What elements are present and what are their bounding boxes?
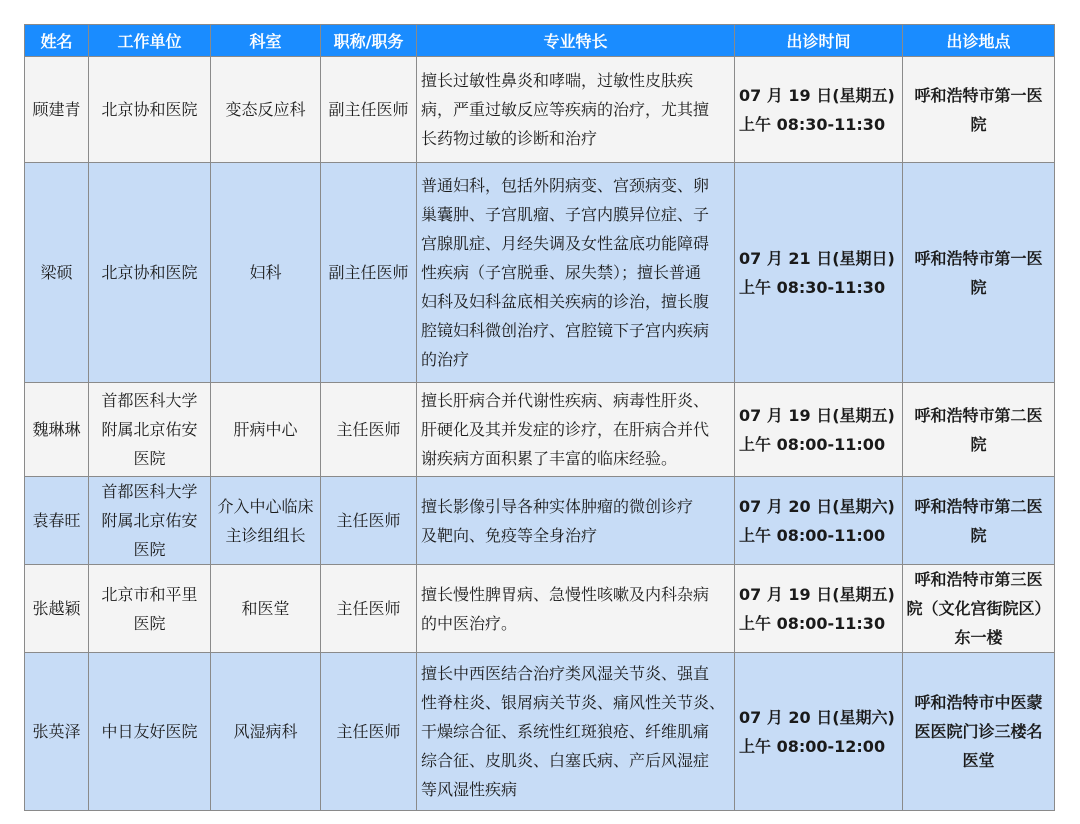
rows.5.specialty-line: 综合征、皮肌炎、白塞氏病、产后风湿症 (421, 751, 710, 770)
cell-time (735, 383, 903, 477)
rows.0.specialty-line: 擅长过敏性鼻炎和哮喘，过敏性皮肤疾 (421, 71, 694, 90)
table-row (25, 477, 1055, 565)
cell-place (903, 163, 1055, 383)
rows.4.unit-line: 医院 (133, 613, 166, 633)
header-dept: 科室 (211, 25, 321, 57)
rows.2.specialty-line: 谢疾病方面积累了丰富的临床经验。 (421, 449, 678, 468)
cell-name: 张英泽 (25, 653, 89, 811)
rows.1.specialty-line: 性疾病（子宫脱垂、尿失禁）；擅长普通 (421, 263, 702, 282)
cell-time-hours: 上午 08:00-11:00 (739, 525, 886, 545)
cell-time-date: 07 月 19 日(星期五) (739, 584, 895, 604)
header-title: 职称/职务 (321, 25, 417, 57)
rows.5.specialty-line: 等风湿性疾病 (421, 780, 518, 799)
rows.4.place-line: 呼和浩特市第三医 (914, 570, 1043, 589)
cell-time-hours: 上午 08:00-12:00 (739, 736, 886, 756)
rows.5.place-line: 医医院门诊三楼名 (914, 722, 1043, 741)
cell-title: 副主任医师 (321, 57, 417, 163)
table-row (25, 383, 1055, 477)
rows.3.specialty-line: 及靶向、免疫等全身治疗 (421, 525, 598, 545)
rows.5.specialty-line: 性脊柱炎、银屑病关节炎、痛风性关节炎、 (421, 693, 726, 712)
rows.0.dept-line: 变态反应科 (225, 100, 306, 119)
rows.0.specialty-line: 病，严重过敏反应等疾病的治疗，尤其擅 (421, 100, 710, 119)
cell-time-date: 07 月 19 日(星期五) (739, 405, 895, 425)
rows.5.specialty-line: 擅长中西医结合治疗类风湿关节炎、强直 (421, 664, 710, 683)
rows.3.dept-line: 主诊组组长 (225, 525, 306, 545)
cell-unit (89, 57, 211, 163)
rows.1.specialty-line: 腔镜妇科微创治疗、宫腔镜下子宫内疾病 (421, 321, 710, 340)
cell-dept (211, 383, 321, 477)
table-row (25, 565, 1055, 653)
header-name: 姓名 (25, 25, 89, 57)
rows.2.unit-line: 首都医科大学 (101, 391, 198, 410)
rows.0.unit-line: 北京协和医院 (101, 100, 198, 119)
header-row (25, 25, 1055, 57)
cell-specialty (417, 163, 735, 383)
rows.1.specialty-line: 普通妇科，包括外阴病变、宫颈病变、卵 (421, 176, 710, 195)
cell-time (735, 653, 903, 811)
rows.5.place-line: 呼和浩特市中医蒙 (914, 693, 1043, 712)
cell-unit (89, 653, 211, 811)
cell-name: 梁硕 (25, 163, 89, 383)
cell-unit (89, 477, 211, 565)
cell-time-hours: 上午 08:30-11:30 (739, 114, 886, 134)
rows.4.specialty-line: 擅长慢性脾胃病、急慢性咳嗽及内科杂病 (421, 584, 710, 604)
rows.3.dept-line: 介入中心临床 (217, 496, 314, 516)
rows.2.dept-line: 肝病中心 (233, 420, 298, 439)
clinic-schedule-table (24, 24, 1055, 811)
cell-title: 主任医师 (321, 565, 417, 653)
cell-time-date: 07 月 20 日(星期六) (739, 496, 895, 516)
cell-unit (89, 383, 211, 477)
rows.2.specialty-line: 肝硬化及其并发症的诊疗，在肝病合并代 (421, 420, 710, 439)
cell-title: 主任医师 (321, 477, 417, 565)
cell-dept (211, 163, 321, 383)
cell-unit (89, 565, 211, 653)
cell-title: 主任医师 (321, 383, 417, 477)
rows.1.place-line: 呼和浩特市第一医 (914, 248, 1043, 268)
rows.2.specialty-line: 擅长肝病合并代谢性疾病、病毒性肝炎、 (421, 391, 710, 410)
cell-place (903, 653, 1055, 811)
rows.5.place-line: 医堂 (962, 751, 995, 770)
cell-place (903, 57, 1055, 163)
rows.4.unit-line: 北京市和平里 (101, 584, 198, 604)
rows.4.place-line: 院（文化宫街院区） (906, 599, 1051, 618)
cell-title: 副主任医师 (321, 163, 417, 383)
header-time: 出诊时间 (735, 25, 903, 57)
rows.5.dept-line: 风湿病科 (233, 722, 298, 741)
cell-time (735, 477, 903, 565)
rows.2.unit-line: 医院 (133, 449, 166, 468)
table-row (25, 163, 1055, 383)
rows.3.unit-line: 附属北京佑安 (101, 511, 198, 530)
rows.1.place-line: 院 (970, 277, 987, 297)
header-place: 出诊地点 (903, 25, 1055, 57)
rows.0.place-line: 呼和浩特市第一医 (914, 85, 1043, 105)
rows.2.place-line: 院 (970, 434, 987, 454)
cell-time (735, 565, 903, 653)
cell-specialty (417, 57, 735, 163)
rows.2.place-line: 呼和浩特市第二医 (914, 405, 1043, 425)
cell-name: 魏琳琳 (25, 383, 89, 477)
rows.1.dept-line: 妇科 (249, 263, 282, 282)
rows.5.specialty-line: 干燥综合征、系统性红斑狼疮、纤维肌痛 (421, 722, 710, 741)
rows.4.specialty-line: 的中医治疗。 (421, 613, 518, 633)
cell-name: 顾建青 (25, 57, 89, 163)
rows.3.specialty-line: 擅长影像引导各种实体肿瘤的微创诊疗 (421, 496, 694, 516)
cell-time-hours: 上午 08:00-11:30 (739, 613, 886, 633)
rows.2.unit-line: 附属北京佑安 (101, 420, 198, 439)
cell-time-hours: 上午 08:30-11:30 (739, 277, 886, 297)
cell-specialty (417, 383, 735, 477)
rows.3.place-line: 呼和浩特市第二医 (914, 496, 1043, 516)
rows.0.specialty-line: 长药物过敏的诊断和治疗 (421, 129, 598, 148)
rows.4.dept-line: 和医堂 (241, 599, 290, 618)
cell-specialty (417, 565, 735, 653)
rows.4.place-line: 东一楼 (954, 628, 1003, 647)
cell-time-date: 07 月 19 日(星期五) (739, 85, 895, 105)
rows.5.unit-line: 中日友好医院 (101, 722, 198, 741)
cell-time (735, 163, 903, 383)
rows.3.unit-line: 医院 (133, 540, 166, 559)
cell-place (903, 477, 1055, 565)
header-specialty: 专业特长 (417, 25, 735, 57)
cell-place (903, 565, 1055, 653)
table-row (25, 57, 1055, 163)
cell-time (735, 57, 903, 163)
rows.1.specialty-line: 妇科及妇科盆底相关疾病的诊治，擅长腹 (421, 292, 710, 311)
cell-name: 张越颖 (25, 565, 89, 653)
cell-unit (89, 163, 211, 383)
rows.1.unit-line: 北京协和医院 (101, 263, 198, 282)
cell-dept (211, 653, 321, 811)
rows.3.unit-line: 首都医科大学 (101, 482, 198, 501)
cell-place (903, 383, 1055, 477)
rows.1.specialty-line: 的治疗 (421, 350, 470, 369)
rows.3.place-line: 院 (970, 525, 987, 545)
schedule-table-container (24, 24, 1055, 811)
cell-name: 袁春旺 (25, 477, 89, 565)
rows.0.place-line: 院 (970, 114, 987, 134)
cell-dept (211, 477, 321, 565)
header-unit: 工作单位 (89, 25, 211, 57)
cell-specialty (417, 477, 735, 565)
rows.1.specialty-line: 巢囊肿、子宫肌瘤、子宫内膜异位症、子 (421, 205, 710, 224)
cell-time-hours: 上午 08:00-11:00 (739, 434, 886, 454)
rows.1.specialty-line: 宫腺肌症、月经失调及女性盆底功能障碍 (421, 234, 710, 253)
cell-title: 主任医师 (321, 653, 417, 811)
cell-time-date: 07 月 21 日(星期日) (739, 248, 895, 268)
cell-specialty (417, 653, 735, 811)
cell-dept (211, 565, 321, 653)
cell-time-date: 07 月 20 日(星期六) (739, 707, 895, 727)
table-row (25, 653, 1055, 811)
cell-dept (211, 57, 321, 163)
